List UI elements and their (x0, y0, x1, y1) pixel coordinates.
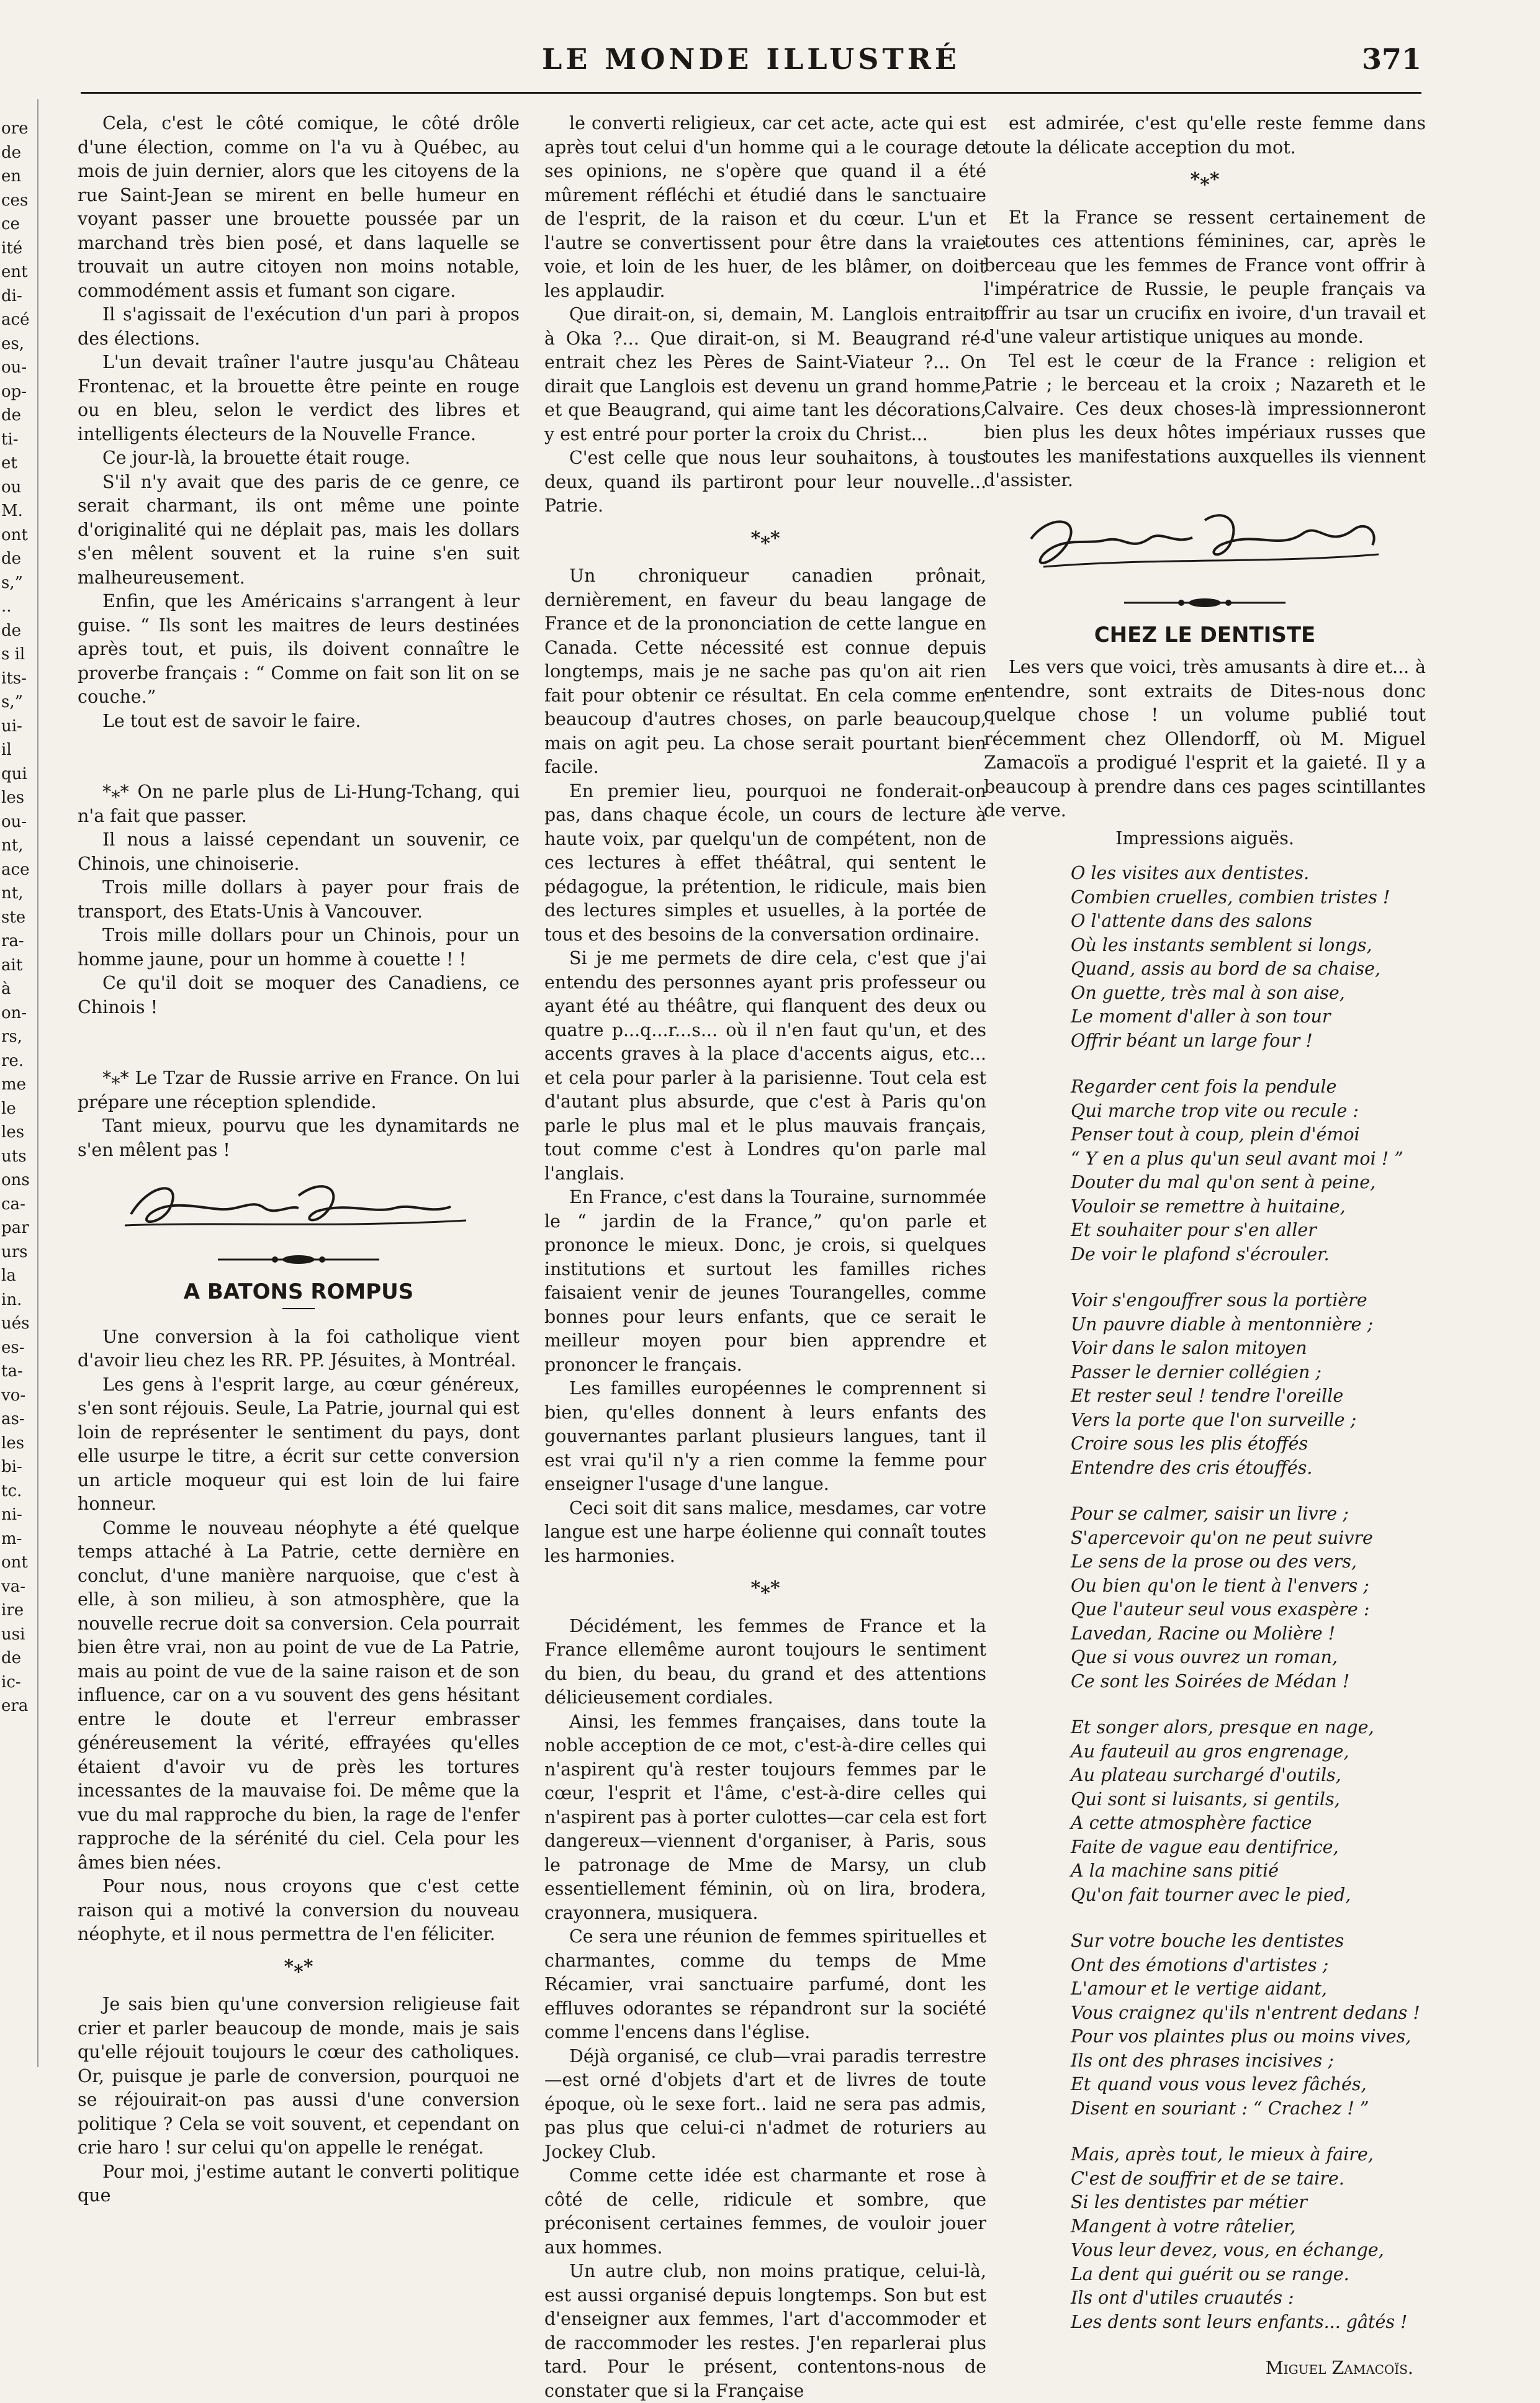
poem-line: Où les instants semblent si longs, (1071, 934, 1426, 958)
edge-fragment: ons (1, 1168, 32, 1192)
col1-section-tzar (78, 1066, 520, 1162)
paragraph: Ce jour-là, la brouette était rouge. (78, 446, 520, 471)
poem-line: Vouloir se remettre à huitaine, (1071, 1195, 1426, 1219)
edge-fragment: nt, (1, 834, 32, 858)
edge-fragment: ire (1, 1598, 32, 1623)
heading-chez-le-dentiste: CHEZ LE DENTISTE (984, 623, 1426, 647)
poem-line: Les dents sont leurs enfants... gâtés ! (1071, 2311, 1426, 2335)
poem-line: Et souhaiter pour s'en aller (1071, 1219, 1426, 1243)
poem-line: Combien cruelles, combien tristes ! (1071, 886, 1426, 910)
edge-fragment: par (1, 1216, 32, 1240)
edge-fragment: ic- (1, 1670, 32, 1695)
column-3 (984, 112, 1426, 2381)
edge-fragment: es, (1, 332, 32, 356)
section-divider-ornament (218, 1253, 379, 1266)
poem-line: Et rester seul ! tendre l'oreille (1071, 1384, 1426, 1409)
poem-line: Et songer alors, presque en nage, (1071, 1716, 1426, 1740)
edge-fragment: de (1, 1646, 32, 1670)
edge-fragment: les (1, 1120, 32, 1145)
paragraph: Et la France se ressent certainement de toutes ces attentions féminines, car, après le berceau que les femmes de France vont offrir à l'impératrice de Russie, le peuple français va offrir au tsar un crucifix en ivoire, d'un travail et d'une valeur artistique uniques au monde. (984, 206, 1426, 349)
edge-fragment: rs, (1, 1025, 32, 1049)
edge-fragment: in. (1, 1288, 32, 1312)
poem-line: C'est de souffrir et de se taire. (1071, 2167, 1426, 2191)
edge-fragment: vo- (1, 1384, 32, 1408)
poem-line: S'apercevoir qu'on ne peut suivre (1071, 1526, 1426, 1551)
edge-fragment: il (1, 738, 32, 762)
edge-fragment: les (1, 786, 32, 810)
poem-stanza (1071, 2143, 1426, 2334)
column-1 (78, 112, 520, 2208)
poem-line: Pour vos plaintes plus ou moins vives, (1071, 2025, 1426, 2049)
poem-line: Au fauteuil au gros engrenage, (1071, 1740, 1426, 1764)
poem-line: Vers la porte que l'on surveille ; (1071, 1409, 1426, 1433)
poem-line: Quand, assis au bord de sa chaise, (1071, 957, 1426, 981)
paragraph: Cela, c'est le côté comique, le côté drôle d'une élection, comme on l'a vu à Québec, au mois de juin dernier, alors que les citoyens de la rue Saint-Jean se mirent en belle humeur en voyant passer une brouette poussée par un marchand très bien posé, et dans laquelle se trouvait un autre citoyen non moins notable, commodément assis et fumant son cigare. (78, 112, 520, 303)
edge-fragment: M. (1, 499, 32, 523)
paragraph: Une conversion à la foi catholique vient d'avoir lieu chez les RR. PP. Jésuites, à Montréal. (78, 1325, 520, 1373)
poem-line: Qu'on fait tourner avec le pied, (1071, 1883, 1426, 1908)
col2-section-converti (544, 112, 986, 518)
poem-line: Ils ont d'utiles cruautés : (1071, 2286, 1426, 2311)
edge-fragment: ta- (1, 1359, 32, 1384)
asterism: *⁎* (78, 1955, 520, 1980)
col3-section-admiree (984, 112, 1426, 160)
edge-fragment: bi- (1, 1455, 32, 1479)
poem-line: Ont des émotions d'artistes ; (1071, 1954, 1426, 1978)
col2-section-femmes (544, 1615, 986, 2403)
paragraph: En France, c'est dans la Touraine, surnommée le “ jardin de la France,” qu'on parle et prononce le mieux. Donc, je crois, si quelques institutions et surtout les familles riches faisaient venir de jeunes Tourangelles, comme bonnes pour leurs enfants, que ce serait le meilleur moyen pour bien apprendre et prononcer le français. (544, 1186, 986, 1377)
poem-line: Offrir béant un large four ! (1071, 1029, 1426, 1053)
paragraph: Le tout est de savoir le faire. (78, 710, 520, 734)
paragraph: En premier lieu, pourquoi ne fonderait-on pas, dans chaque école, un cours de lecture à haute voix, par quelqu'un de compétent, non de ces lectures à effet théâtral, qui sentent le pédagogue, la prétention, le ridicule, mais bien des lectures simples et usuelles, à la portée de tous et des besoins de la conversation ordinaire. (544, 780, 986, 947)
signature-leon-ledieu (112, 1171, 485, 1239)
poem-line: Au plateau surchargé d'outils, (1071, 1764, 1426, 1788)
col3-section-coeur-france (984, 206, 1426, 493)
poem-line: Faite de vague eau dentifrice, (1071, 1836, 1426, 1860)
paragraph: Trois mille dollars pour un Chinois, pour un homme jaune, pour un homme à couette ! ! (78, 924, 520, 972)
paragraph: Je sais bien qu'une conversion religieuse fait crier et parler beaucoup de monde, mais je sais qu'elle réjouit toujours le cœur des catholiques. Or, puisque je parle de conversion, pourquoi ne se réjouirait-on pas aussi d'une conversion politique ? Cela se voit souvent, et cependant on crie haro ! sur celui qu'on appelle le renégat. (78, 1993, 520, 2160)
edge-fragment: op- (1, 380, 32, 404)
heading-a-batons-rompus: A BATONS ROMPUS (78, 1280, 520, 1304)
paragraph: *⁎* Le Tzar de Russie arrive en France. On lui prépare une réception splendide. (78, 1066, 520, 1114)
poem-line: Qui sont si luisants, si gentils, (1071, 1788, 1426, 1812)
edge-fragment: s,” (1, 571, 32, 595)
edge-fragment: de (1, 404, 32, 428)
paragraph: Tel est le cœur de la France : religion et Patrie ; le berceau et la croix ; Nazareth et le Calvaire. Ces deux choses-là impressionneront bien plus les deux hôtes impériaux russes que toutes les manifestations auxquelles ils viennent d'assister. (984, 349, 1426, 493)
paragraph: C'est celle que nous leur souhaitons, à tous deux, quand ils partiront pour leur nouvelle... Patrie. (544, 446, 986, 518)
poem-stanza (1071, 1929, 1426, 2121)
signature-gustave-labatt (1006, 502, 1403, 582)
paragraph: S'il n'y avait que des paris de ce genre, ce serait charmant, ils ont même une pointe d'originalité qui ne déplait pas, mais les dollars s'en mêlent souvent et la ruine s'en suit malheureusement. (78, 471, 520, 590)
paragraph: Si je me permets de dire cela, c'est que j'ai entendu des personnes ayant pris professeur ou ayant été au théâtre, qui flanquent des deux ou quatre p...q...r...s... où il n'en faut qu'un, et des accents graves à la place d'accents aigus, etc... et cela pour parler à la parisienne. Tout cela est d'autant plus absurde, que c'est à Paris qu'on parle le plus mal et le plus mauvais français, tout comme c'est à Londres qu'on parle mal l'anglais. (544, 947, 986, 1186)
poem-stanza (1071, 1289, 1426, 1480)
edge-fragment: nt, (1, 881, 32, 906)
edge-fragment: urs (1, 1240, 32, 1265)
poem-line: O les visites aux dentistes. (1071, 862, 1426, 886)
column-2 (544, 112, 986, 2403)
paragraph: Les familles européennes le comprennent si bien, qu'elles donnent à leurs enfants des gouvernantes parlant plusieurs langues, tant il est vrai qu'il n'y a rien comme la femme pour enseigner l'usage d'une langue. (544, 1377, 986, 1497)
col2-section-langage (544, 564, 986, 1568)
edge-fragment: ont (1, 523, 32, 548)
poem-line: Et quand vous vous levez fâchés, (1071, 2073, 1426, 2097)
paragraph: Un autre club, non moins pratique, celui-là, est aussi organisé depuis longtemps. Son but est d'enseigner aux femmes, l'art d'accommoder et de raccommoder les restes. J'en reparlerai plus tard. Pour le présent, contentons-nous de constater que si la Française (544, 2260, 986, 2403)
gutter-line (37, 99, 38, 2067)
masthead-title: LE MONDE ILLUSTRÉ (81, 42, 1421, 76)
dentiste-intro: Les vers que voici, très amusants à dire et... à entendre, sont extraits de Dites-nous donc quelque chose ! un volume publié tout récemment chez Ollendorff, où M. Miguel Zamacoïs a prodigué l'esprit et la gaieté. Il y a beaucoup à prendre dans ces pages scintillantes de verve. (984, 656, 1426, 823)
poem-stanza (1071, 862, 1426, 1053)
poem-line: Mangent à votre râtelier, (1071, 2215, 1426, 2239)
poem-line: Si les dentistes par métier (1071, 2191, 1426, 2215)
poem-line: Disent en souriant : “ Crachez ! ” (1071, 2097, 1426, 2121)
edge-fragment: tc. (1, 1479, 32, 1504)
edge-fragment: .. (1, 595, 32, 619)
edge-fragment: ra- (1, 929, 32, 954)
poem-line: Ou bien qu'on le tient à l'envers ; (1071, 1574, 1426, 1598)
poem-line: Que l'auteur seul vous exaspère : (1071, 1598, 1426, 1622)
poem-line: On guette, très mal à son aise, (1071, 981, 1426, 1006)
paragraph: Il nous a laissé cependant un souvenir, ce Chinois, une chinoiserie. (78, 828, 520, 876)
poem-line: Voir s'engouffrer sous la portière (1071, 1289, 1426, 1313)
section-divider-ornament (1124, 596, 1286, 610)
page-header (81, 42, 1421, 86)
col1-section-li-hung-tchang (78, 780, 520, 1019)
poem-stanza (1071, 1716, 1426, 1907)
poem-line: Lavedan, Racine ou Molière ! (1071, 1622, 1426, 1646)
poem-line: Penser tout à coup, plein d'émoi (1071, 1123, 1426, 1147)
paragraph: le converti religieux, car cet acte, acte qui est après tout celui d'un homme qui a le courage de ses opinions, ne s'opère que quand il a été mûrement réfléchi et étudié dans le sanctuaire de l'esprit, de la raison et du cœur. L'un et l'autre se convertissent pour être dans la vraie voie, et loin de les huer, de les blâmer, on doit les applaudir. (544, 112, 986, 303)
edge-fragment: ité (1, 237, 32, 261)
paragraph: Pour nous, nous croyons que c'est cette raison qui a motivé la conversion du nouveau néophyte, et il nous permettra de l'en féliciter. (78, 1875, 520, 1947)
paragraph: Déjà organisé, ce club—vrai paradis terrestre—est orné d'objets d'art et de livres de toute époque, où le sexe fort.. laid ne sera pas admis, pas plus que celui-ci n'admet de roturiers au Jockey Club. (544, 2045, 986, 2165)
edge-fragment: re. (1, 1049, 32, 1073)
edge-fragment: et (1, 451, 32, 476)
paragraph: Les gens à l'esprit large, au cœur généreux, s'en sont réjouis. Seule, La Patrie, journal qui est loin de représenter le sentiment du pays, dont elle usurpe le titre, a écrit sur cette conversion un article moqueur qui est loin de lui faire honneur. (78, 1373, 520, 1517)
paragraph: Pour moi, j'estime autant le converti politique que (78, 2160, 520, 2208)
edge-fragment: de (1, 141, 32, 165)
heading-rule (282, 1308, 315, 1309)
edge-fragment: s il (1, 642, 32, 667)
poem-line: Ils ont des phrases incisives ; (1071, 2049, 1426, 2073)
poem-line: Le sens de la prose ou des vers, (1071, 1550, 1426, 1574)
edge-fragment: ou- (1, 356, 32, 380)
poem-line: A cette atmosphère factice (1071, 1811, 1426, 1836)
edge-fragment: me (1, 1073, 32, 1097)
page-number: 371 (1362, 42, 1421, 76)
poem-line: Vous craignez qu'ils n'entrent dedans ! (1071, 2001, 1426, 2026)
poem-line: Mais, après tout, le mieux à faire, (1071, 2143, 1426, 2167)
edge-fragment: ste (1, 906, 32, 930)
poem-line: Un pauvre diable à mentonnière ; (1071, 1313, 1426, 1337)
edge-fragment: acé (1, 308, 32, 332)
asterism: *⁎* (544, 1577, 986, 1601)
header-rule (81, 92, 1421, 94)
adjacent-page-edge (1, 117, 32, 1718)
edge-fragment: de (1, 547, 32, 571)
paragraph: *⁎* On ne parle plus de Li-Hung-Tchang, qui n'a fait que passer. (78, 780, 520, 828)
poem-line: De voir le plafond s'écrouler. (1071, 1243, 1426, 1267)
paragraph: Ainsi, les femmes françaises, dans toute la noble acception de ce mot, c'est-à-dire celles qui n'aspirent qu'à rester toujours femmes par le cœur, l'esprit et l'âme, c'est-à-dire celles qui n'aspirent pas à porter culottes—car cela est fort dangereux—viennent d'organiser, à Paris, sous le patronage de Mme de Marsy, un club essentiellement féminin, où on lira, brodera, crayonnera, musiquera. (544, 1710, 986, 1926)
paragraph: Enfin, que les Américains s'arrangent à leur guise. “ Ils sont les maitres de leurs destinées après tout, et puis, ils doivent connaître le proverbe français : “ Comme on fait son lit on se couche.” (78, 590, 520, 710)
edge-fragment: la (1, 1264, 32, 1288)
poem-line: La dent qui guérit ou se range. (1071, 2263, 1426, 2287)
poem-line: Entendre des cris étouffés. (1071, 1456, 1426, 1481)
edge-fragment: es- (1, 1336, 32, 1360)
paragraph: Un chroniqueur canadien prônait, dernièrement, en faveur du beau langage de France et de la prononciation de cette langue en Canada. Cette nécessité est connue depuis longtemps, mais je ne sache pas qu'on ait rien fait pour obtenir ce résultat. En cela comme en beaucoup d'autres choses, on parle beaucoup, mais on agit peu. La chose serait pourtant bien facile. (544, 564, 986, 780)
paragraph: Que dirait-on, si, demain, M. Langlois entrait à Oka ?... Que dirait-on, si M. Beaugrand ré-entrait chez les Pères de Saint-Viateur ?... On dirait que Langlois est devenu un grand homme, et que Beaugrand, qui aime tant les décorations, y est entré pour porter la croix du Christ... (544, 303, 986, 446)
edge-fragment: ni- (1, 1503, 32, 1527)
edge-fragment: ent (1, 260, 32, 284)
col1-section-brouette (78, 112, 520, 733)
edge-fragment: s,” (1, 690, 32, 715)
poem-line: Le moment d'aller à son tour (1071, 1005, 1426, 1029)
edge-fragment: ou- (1, 810, 32, 834)
edge-fragment: its- (1, 667, 32, 691)
poem-line: Ce sont les Soirées de Médan ! (1071, 1670, 1426, 1694)
poem-line: L'amour et le vertige aidant, (1071, 1977, 1426, 2001)
poem (1071, 862, 1426, 2334)
edge-fragment: en (1, 165, 32, 189)
edge-fragment: ace (1, 858, 32, 882)
poem-line: “ Y en a plus qu'un seul avant moi ! ” (1071, 1147, 1426, 1171)
poem-author: Miguel Zamacoïs. (984, 2356, 1426, 2381)
paragraph: Comme le nouveau néophyte a été quelque temps attaché à La Patrie, cette dernière en conclut, d'une manière narquoise, que c'est à elle, à son milieu, à son atmosphère, que la nouvelle recrue doit sa conversion. Cela pourrait bien être vrai, non au point de vue de La Patrie, mais au point de vue de la saine raison et de son influence, car on a vu souvent des gens hésitant entre le doute et l'erreur embrasser généreusement la vérité, effrayées qu'elles étaient d'avoir vu de près les tortures incessantes de la mauvaise foi. De même que la vue du mal rapproche du bien, la rage de l'enfer rapproche de la sérénité du ciel. Cela pour les âmes bien nées. (78, 1517, 520, 1875)
poem-line: Qui marche trop vite ou recule : (1071, 1099, 1426, 1124)
asterism: *⁎* (984, 168, 1426, 192)
asterism: *⁎* (544, 527, 986, 551)
edge-fragment: le (1, 1097, 32, 1121)
poem-line: Regarder cent fois la pendule (1071, 1075, 1426, 1099)
paragraph: Comme cette idée est charmante et rose à côté de celle, ridicule et sombre, que préconisent certaines femmes, de vouloir jouer aux hommes. (544, 2164, 986, 2260)
poem-line: O l'attente dans des salons (1071, 909, 1426, 934)
poem-line: Sur votre bouche les dentistes (1071, 1929, 1426, 1954)
paragraph: Ce sera une réunion de femmes spirituelles et charmantes, comme du temps de Mme Récamier, vrai sanctuaire parfumé, dont les effluves odorantes se répandront sur la société comme l'encens dans l'église. (544, 1925, 986, 2045)
paragraph: Ce qu'il doit se moquer des Canadiens, ce Chinois ! (78, 972, 520, 1019)
paragraph: est admirée, c'est qu'elle reste femme dans toute la délicate acception du mot. (984, 112, 1426, 160)
edge-fragment: ore (1, 117, 32, 141)
poem-title: Impressions aiguës. (984, 827, 1426, 851)
poem-line: Croire sous les plis étoffés (1071, 1432, 1426, 1456)
paragraph: Il s'agissait de l'exécution d'un pari à propos des élections. (78, 303, 520, 351)
edge-fragment: de (1, 619, 32, 643)
poem-stanza (1071, 1502, 1426, 1693)
edge-fragment: ca- (1, 1192, 32, 1217)
edge-fragment: ont (1, 1551, 32, 1575)
edge-fragment: di- (1, 284, 32, 309)
poem-line: Pour se calmer, saisir un livre ; (1071, 1502, 1426, 1526)
edge-fragment: uts (1, 1145, 32, 1169)
edge-fragment: on- (1, 1001, 32, 1026)
paragraph: Décidément, les femmes de France et la France ellemême auront toujours le sentiment du bien, du beau, du grand et des attentions délicieusement cordiales. (544, 1615, 986, 1710)
edge-fragment: usi (1, 1623, 32, 1647)
poem-stanza (1071, 1075, 1426, 1266)
edge-fragment: les (1, 1431, 32, 1456)
poem-line: Douter du mal qu'on sent à peine, (1071, 1171, 1426, 1195)
edge-fragment: à (1, 977, 32, 1001)
edge-fragment: era (1, 1694, 32, 1718)
poem-line: Que si vous ouvrez un roman, (1071, 1646, 1426, 1670)
edge-fragment: ués (1, 1312, 32, 1336)
paragraph: L'un devait traîner l'autre jusqu'au Château Frontenac, et la brouette être peinte en rouge ou en bleu, selon le verdict des libres et intelligents électeurs de la Nouvelle France. (78, 351, 520, 446)
edge-fragment: ou (1, 476, 32, 500)
edge-fragment: ti- (1, 428, 32, 452)
col1-section-conversion-politique (78, 1993, 520, 2208)
edge-fragment: m- (1, 1527, 32, 1551)
poem-line: Passer le dernier collégien ; (1071, 1361, 1426, 1385)
edge-fragment: as- (1, 1407, 32, 1431)
edge-fragment: ui- (1, 715, 32, 739)
paragraph: Tant mieux, pourvu que les dynamitards ne s'en mêlent pas ! (78, 1114, 520, 1162)
edge-fragment: ce (1, 212, 32, 237)
edge-fragment: ces (1, 189, 32, 213)
edge-fragment: ait (1, 954, 32, 978)
poem-line: Voir dans le salon mitoyen (1071, 1337, 1426, 1361)
paragraph: Ceci soit dit sans malice, mesdames, car votre langue est une harpe éolienne qui connaît toutes les harmonies. (544, 1497, 986, 1569)
poem-line: Vous leur devez, vous, en échange, (1071, 2238, 1426, 2263)
edge-fragment: va- (1, 1575, 32, 1599)
poem-line: A la machine sans pitié (1071, 1859, 1426, 1883)
col1-section-conversion (78, 1325, 520, 1947)
paragraph: Trois mille dollars à payer pour frais de transport, des Etats-Unis à Vancouver. (78, 876, 520, 924)
edge-fragment: qui (1, 762, 32, 787)
